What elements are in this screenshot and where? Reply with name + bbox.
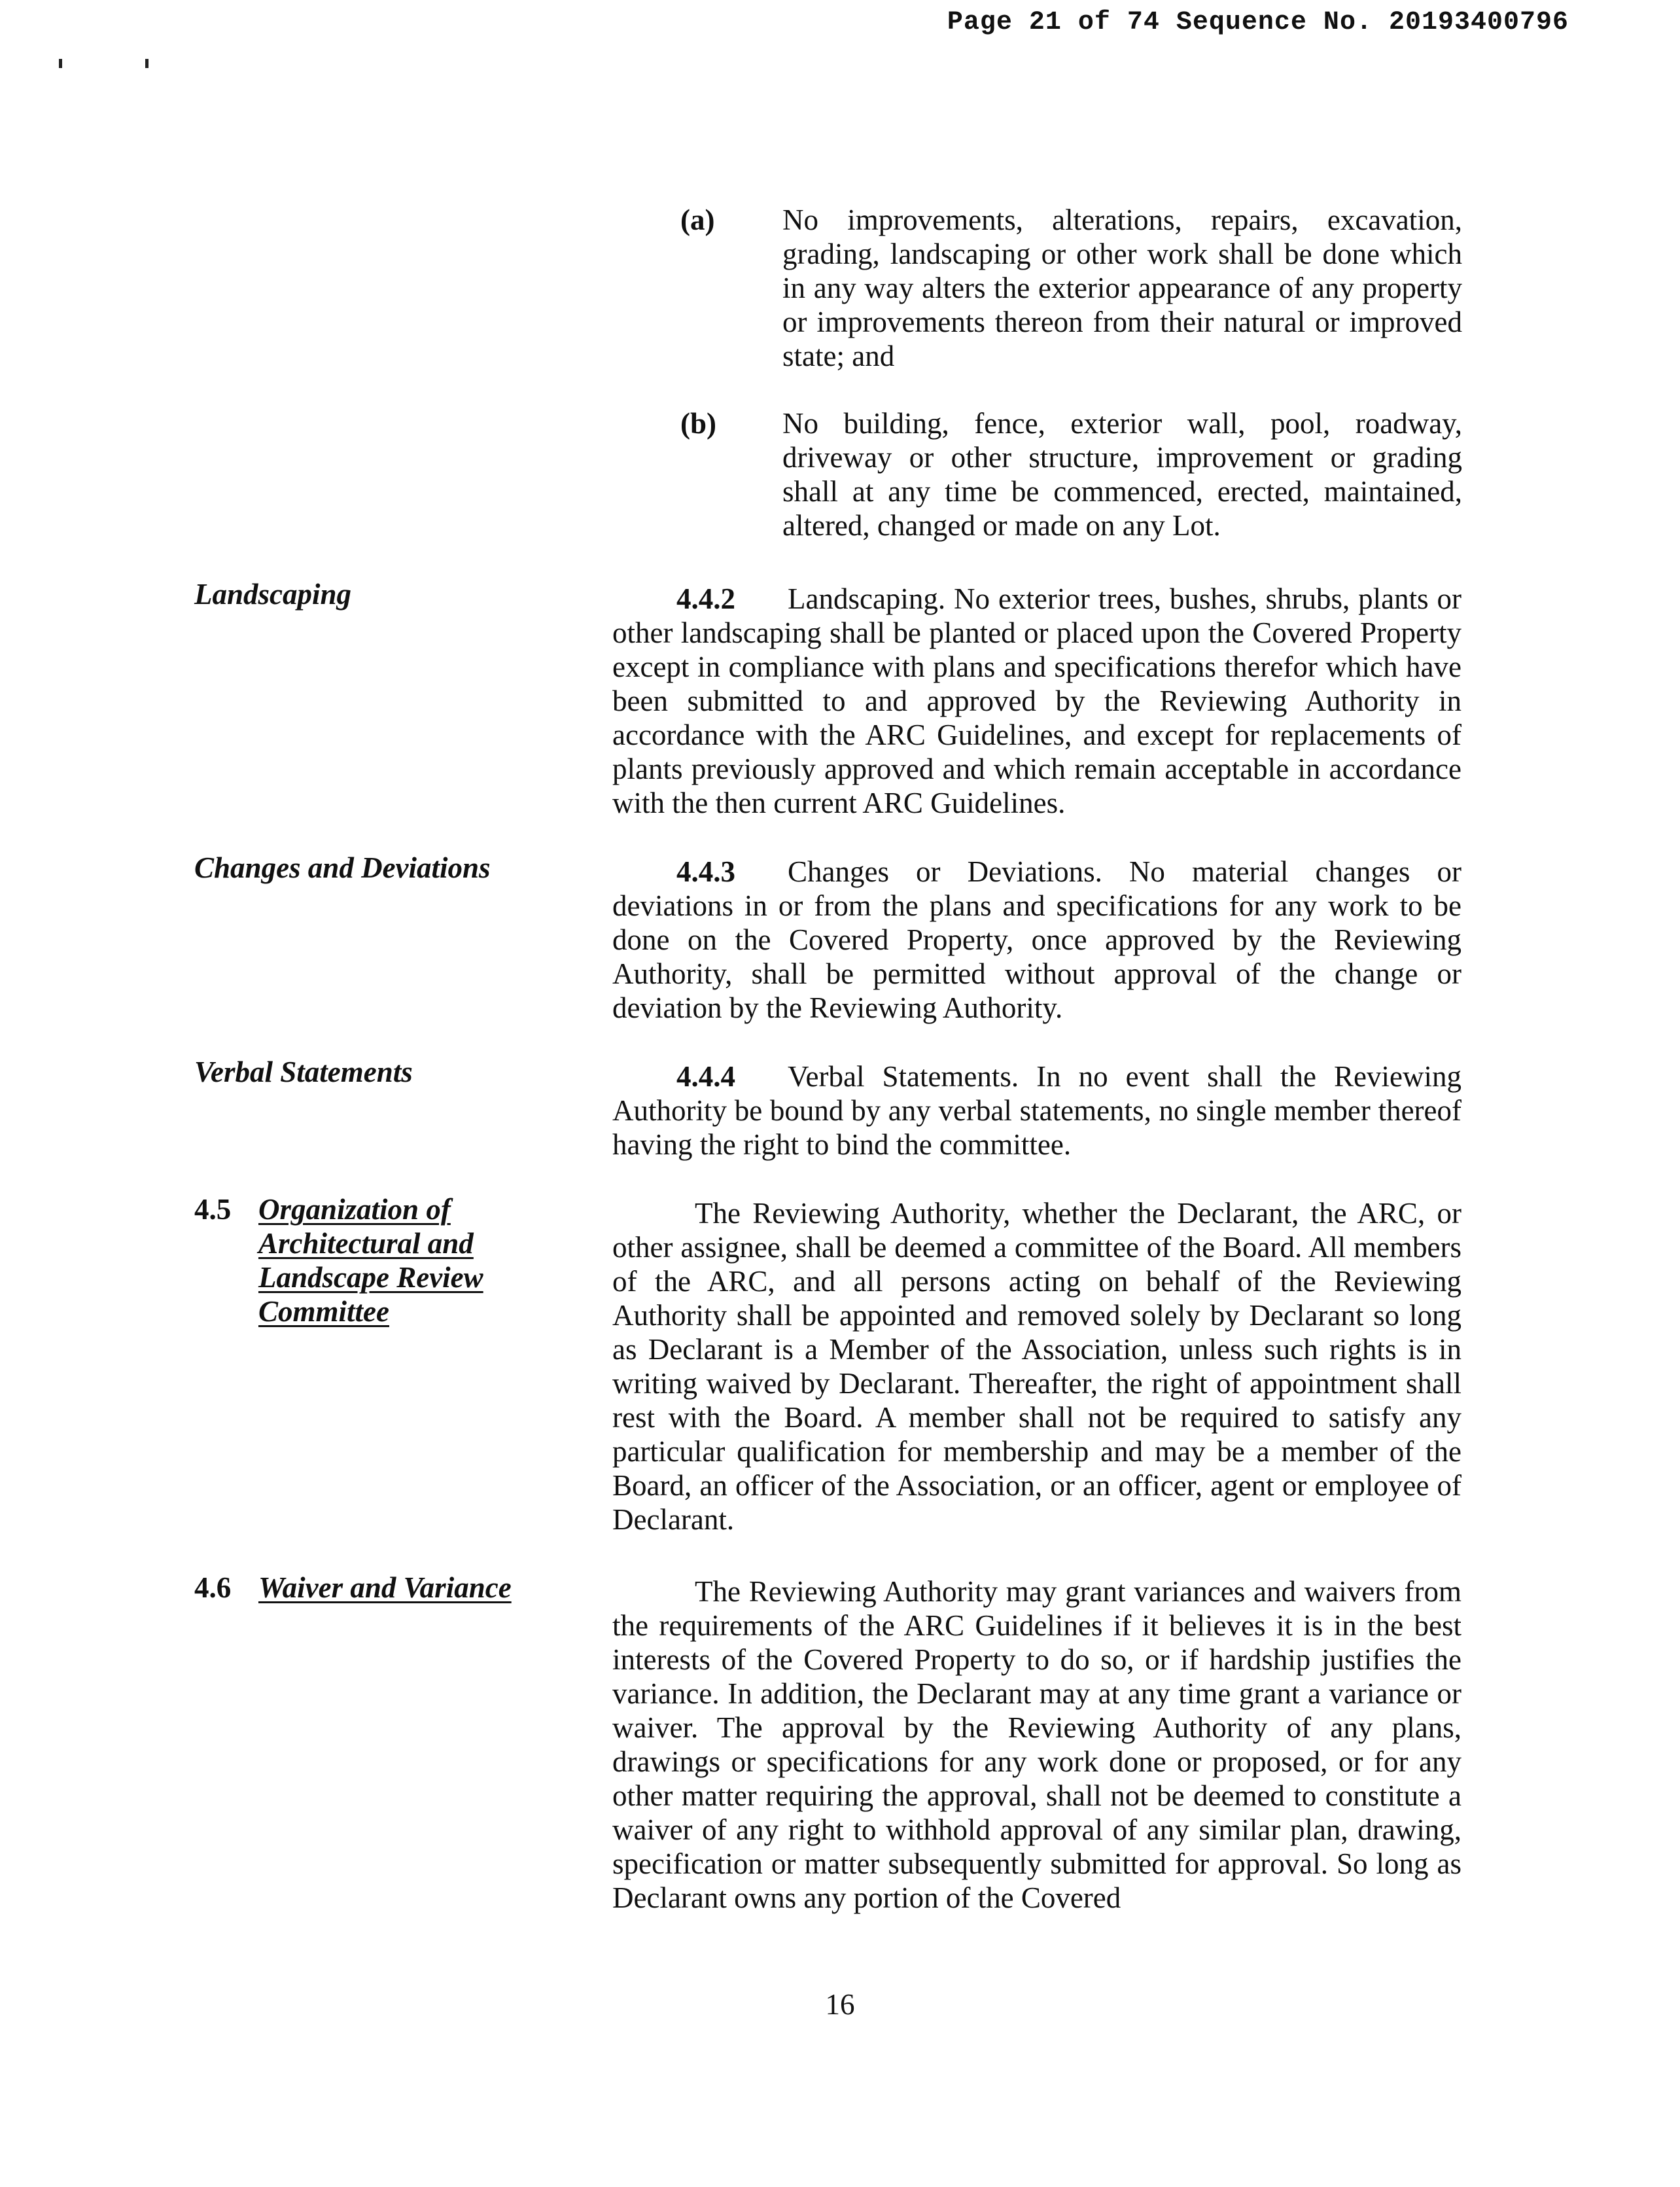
margin-heading-number: 4.5 bbox=[194, 1193, 232, 1226]
page-sequence-header: Page 21 of 74 Sequence No. 20193400796 bbox=[947, 8, 1569, 37]
section-text: Landscaping. No exterior trees, bushes, shrubs, plants or other landscaping shall be planted or placed upon the Covered Property except in compliance with plans and specifications therefor which have been submitted to and approved by the Reviewing Authority in accordance with the ARC Guidelines, and except for replacements of plants previously approved and which remain acceptable in accordance with the then current ARC Guidelines. bbox=[612, 582, 1461, 819]
margin-heading-4-5 bbox=[194, 1192, 521, 1328]
section-number: 4.4.3 bbox=[676, 855, 735, 888]
subitem-b bbox=[680, 406, 1462, 542]
margin-heading-verbal-statements: Verbal Statements bbox=[194, 1056, 413, 1088]
section-4-5-text: The Reviewing Authority, whether the Declarant, the ARC, or other assignee, shall be deemed a committee of the Board. All members of the ARC, and all persons acting on behalf of the Reviewing Authority shall be appointed and removed solely by Declarant so long as Declarant is a Member of the Association, unless such rights is in writing waived by Declarant. Thereafter, the right of appointment shall rest with the Board. A member shall not be required to satisfy any particular qualification for membership and may be a member of the Board, an officer of the Association, or an officer, agent or employee of Declarant. bbox=[612, 1197, 1461, 1536]
subitem-a bbox=[680, 203, 1462, 373]
section-4-4-4 bbox=[612, 1059, 1461, 1162]
subitem-text: No improvements, alterations, repairs, excavation, grading, landscaping or other work shall be done which in any way alters the exterior appearance of any property or improvements thereon from their natural or improved state; and bbox=[782, 204, 1462, 372]
margin-heading-title: Waiver and Variance bbox=[258, 1571, 512, 1604]
margin-heading-number: 4.6 bbox=[194, 1571, 232, 1604]
section-4-6-text: The Reviewing Authority may grant variances and waivers from the requirements of the ARC Guidelines if it believes it is in the best interests of the Covered Property to do so, or if hardship justifies the variance. In addition, the Declarant may at any time grant a variance or waiver. The approval by the Reviewing Authority of any plans, drawings or specifications for any work done or proposed, or for any other matter requiring the approval, shall not be deemed to constitute a waiver of any right to withhold approval of any similar plan, drawing, specification or matter subsequently submitted for approval. So long as Declarant owns any portion of the Covered bbox=[612, 1575, 1461, 1914]
section-text: Changes or Deviations. No material changes or deviations in or from the plans and specifications for any work to be done on the Covered Property, once approved by the Reviewing Authority, shall be permitted without approval of the change or deviation by the Reviewing Authority. bbox=[612, 855, 1461, 1024]
scan-mark bbox=[145, 59, 149, 68]
section-4-4-3 bbox=[612, 855, 1461, 1025]
section-number: 4.4.4 bbox=[676, 1060, 735, 1093]
section-4-4-2 bbox=[612, 582, 1461, 820]
section-number: 4.4.2 bbox=[676, 582, 735, 615]
scan-mark bbox=[59, 59, 62, 68]
page-number: 16 bbox=[825, 1988, 855, 2021]
subitem-text: No building, fence, exterior wall, pool, roadway, driveway or other structure, improvement or grading shall at any time be commenced, erected, maintained, altered, changed or made on any Lot. bbox=[782, 407, 1462, 542]
margin-heading-4-6 bbox=[194, 1571, 561, 1605]
margin-heading-landscaping: Landscaping bbox=[194, 578, 352, 611]
section-text: Verbal Statements. In no event shall the Reviewing Authority be bound by any verbal statements, no single member thereof having the right to bind the committee. bbox=[612, 1060, 1461, 1161]
margin-heading-title: Organization of Architectural and Landscape Review Committee bbox=[258, 1193, 483, 1328]
subitem-label: (b) bbox=[680, 407, 716, 440]
margin-heading-changes-deviations: Changes and Deviations bbox=[194, 851, 491, 884]
subitem-label: (a) bbox=[680, 204, 715, 236]
